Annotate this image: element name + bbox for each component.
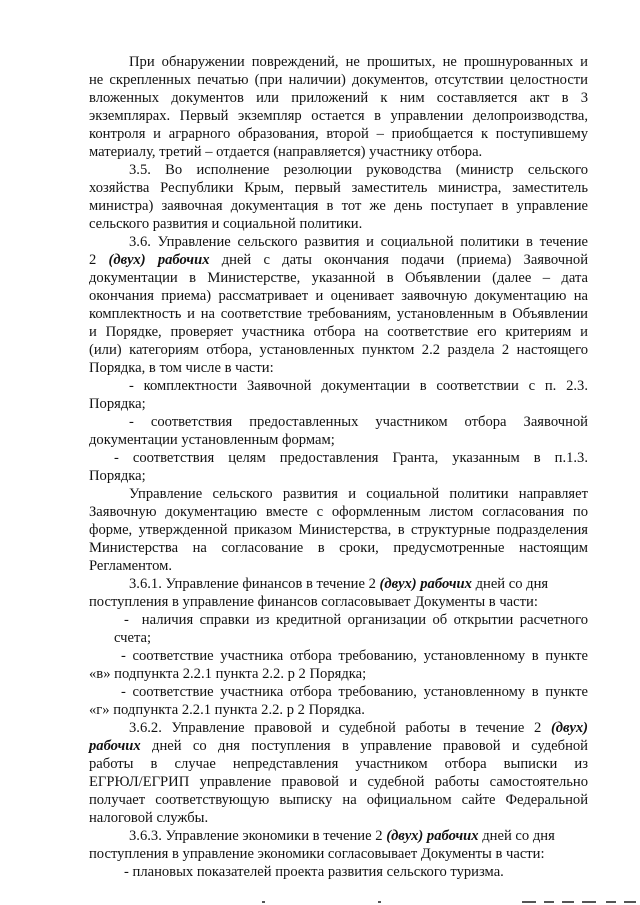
text-line: Заявочную документацию вместе с оформленным листом согласования по (89, 504, 588, 520)
scan-artifacts (250, 898, 640, 905)
text-line: комплектность и на соответствие требованиям, установленным в Объявлении (89, 306, 588, 322)
text-line: 3.6.1. Управление финансов в течение 2 (двух) рабочих дней со дня (129, 576, 549, 592)
text-line: ЕГРЮЛ/ЕГРИП управление правовой и судебной работы самостоятельно (89, 774, 588, 790)
text-line: 3.6. Управление сельского развития и социальной политики в течение (129, 234, 588, 250)
text-line: Регламентом. (89, 558, 173, 574)
text-line: документации в Министерстве, указанной в Объявлении (далее – дата (89, 270, 588, 286)
text-line: поступления в управление экономики согласовывает Документы в части: (89, 846, 545, 862)
text-line: Порядка; (89, 396, 146, 412)
text-line: министра) заявочная документация в тот же день поступает в управление (89, 198, 588, 214)
text-line: (или) категориям отбора, установленных пунктом 2.2 раздела 2 настоящего (89, 342, 588, 358)
text-line: контроля и аграрного образования, второй – приобщается к поступившему (89, 126, 588, 142)
text-line: сельского развития и социальной политики. (89, 216, 363, 232)
text-line: Порядка, в том числе в части: (89, 360, 274, 376)
text-line: рабочих дней со дня поступления в управление правовой и судебной (89, 738, 588, 754)
text-line: не скрепленных печатью (при наличии) документов, отсутствии целостности (89, 72, 588, 88)
text-line: работы в случае непредставления участником отбора выписки из (89, 756, 588, 772)
text-line: Министерства на согласование в сроки, предусмотренные настоящим (89, 540, 588, 556)
text-line: получает соответствующую выписку на официальном сайте Федеральной (89, 792, 588, 808)
text-line: Порядка; (89, 468, 146, 484)
list-item: - соответствие участника отбора требованию, установленному в пункте (121, 648, 588, 664)
text-line: счета; (114, 630, 152, 646)
text-line: 3.5. Во исполнение резолюции руководства (министр сельского (129, 162, 588, 178)
text-line: форме, утвержденной приказом Министерства, в структурные подразделения (89, 522, 588, 538)
text-line: хозяйства Республики Крым, первый заместитель министра, заместитель (89, 180, 588, 196)
text-line: материалу, третий – отдается (направляется) участнику отбора. (89, 144, 483, 160)
text-line: 3.6.3. Управление экономики в течение 2 (двух) рабочих дней со дня (129, 828, 555, 844)
list-item: - комплектности Заявочной документации в соответствии с п. 2.3. (129, 378, 588, 394)
text-line: Управление сельского развития и социальной политики направляет (129, 486, 588, 502)
text-line: окончания приема) рассматривает и оценивает заявочную документацию на (89, 288, 588, 304)
text-line: поступления в управление финансов согласовывает Документы в части: (89, 594, 538, 610)
text-line: 3.6.2. Управление правовой и судебной работы в течение 2 (двух) (129, 720, 588, 736)
text-line: «г» подпункта 2.2.1 пункта 2.2. р 2 Порядка. (89, 702, 365, 718)
text-line: и Порядке, проверяет участника отбора на соответствие его критериям и (89, 324, 588, 340)
text-line: документации установленным формам; (89, 432, 335, 448)
list-item: - соответствия целям предоставления Гранта, указанным в п.1.3. (114, 450, 588, 466)
text-line: вложенных документов или приложений к ним составляется акт в 3 (89, 90, 588, 106)
text-line: 2 (двух) рабочих дней с даты окончания подачи (приема) Заявочной (89, 252, 589, 268)
list-item: - наличия справки из кредитной организации об открытии расчетного (124, 612, 588, 628)
list-item: - соответствия предоставленных участником отбора Заявочной (129, 414, 588, 430)
text-line: При обнаружении повреждений, не прошитых, не прошнурованных и (129, 54, 588, 70)
text-line: «в» подпункта 2.2.1 пункта 2.2. р 2 Порядка; (89, 666, 367, 682)
list-item: - плановых показателей проекта развития сельского туризма. (124, 864, 504, 880)
text-line: налоговой службы. (89, 810, 209, 826)
text-line: экземплярах. Первый экземпляр остается в управлении делопроизводства, (89, 108, 588, 124)
list-item: - соответствие участника отбора требованию, установленному в пункте (121, 684, 588, 700)
